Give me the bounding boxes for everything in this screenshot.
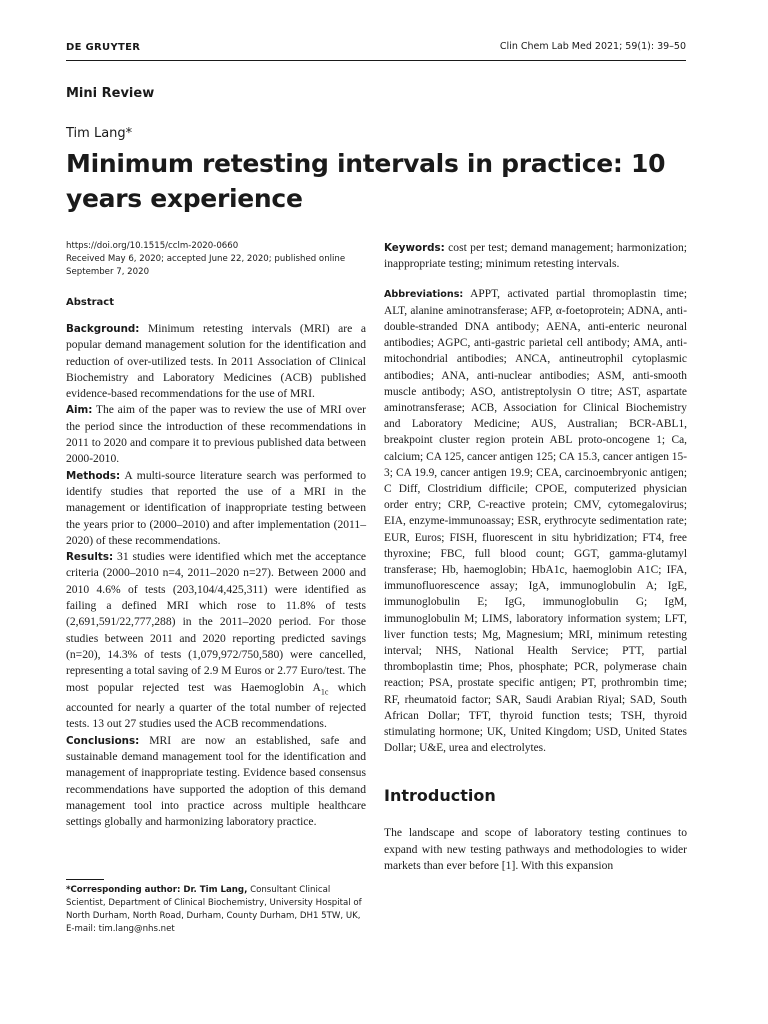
author-name: Tim Lang* (66, 126, 133, 141)
results-text-continued: which accounted for nearly a quarter of the total number of rejected tests. 13 out 27 studies used the ACB recommendations. (66, 680, 366, 731)
introduction-heading: Introduction (384, 786, 496, 806)
methods-label: Methods: (66, 469, 121, 482)
aim-label: Aim: (66, 404, 93, 417)
results-text: 31 studies were identified which met the acceptance criteria (2000–2010 n=4, 2011–2020 n=27). Between 2000 and 2010 4.6% of tests (203,104/4,425,311) were identified as failing a defined MRI which rose to 11.8% of tests (2,691,591/22,777,288) in the 2011–2020 period. For those studies between 2011 and 2020 reporting predicted savings (n=20), 14.3% of tests (1,079,972/750,580) were cancelled, representing a total saving of 2.9 M Euros or 2.77 Euro/test. The most popular rejected test was Haemoglobin A (66, 550, 366, 694)
corresponding-author-footnote (66, 884, 366, 936)
aim-text: The aim of the paper was to review the use of MRI over the period since the introduction of these recommendations in 2011 to 2020 and compare it to previous published data between 2000-2010. (66, 403, 366, 466)
introduction-text: The landscape and scope of laboratory testing continues to expand with new testing pathways and methodologies to wider markets than ever before [1]. With this expansion (384, 826, 687, 873)
abstract-heading: Abstract (66, 297, 115, 308)
conclusions-label: Conclusions: (66, 734, 140, 747)
results-label: Results: (66, 551, 114, 564)
journal-reference: Clin Chem Lab Med 2021; 59(1): 39–50 (499, 41, 686, 52)
abbreviations-text: APPT, activated partial thromoplastin time; ALT, alanine aminotransferase; AFP, α-foetoprotein; ADNA, anti-double-stranded DNA antibody; AENA, anti-enteric neuronal antibodies; AGPC, anti-gastric parietal cell antibody; AMA, anti-mitochondrial antibodies; ANCA, antineutrophil cytoplasmic antibodies; ANA, anti-nuclear antibodies; ASM, anti-smooth muscle antibody; ASO, antistreptolysin O titre; AST, aspartate aminotransferase; ACB, Association for Clinical Biochemistry and Laboratory Medicine; AUS, Australian; BCR-ABL1, breakpoint cluster region protein ABL proto-oncogene 1; Ca, calcium; CA 125, cancer antigen 125; CA 15.3, cancer antigen 15-3; CA 19.9, cancer antigen 19.9; CEA, carcinoembryonic antigen; C Diff, Clostridium difficile; CPOE, computerized physician order entry; CRP, C-reactive protein; CMV, cytomegalovirus; EIA, enzyme-immunoassay; ESR, erythrocyte sedimentation rate; EUR, Euros; FISH, fluorescent in situ hybridization; FT4, free thyroxine; FBC, full blood count; GGT, gamma-glutamyl transferase; Hb, haemoglobin; HbA1c, haemoglobin A1C; IFA, immunofluorescence assay; IgA, immunoglobulin A; IgE, immunoglobulin E; IgG, immunoglobulin G; IgM, immunoglobulin M; LIMS, laboratory information system; LFT, liver function tests; Mg, Magnesium; MRI, minimum retesting interval; NHS, National Health Service; PTT, partial thromboplastin time; Phos, phosphate; PCR, polymerase chain reaction; PSA, prostate specific antigen; PT, prothrombin time; RF, rheumatoid factor; SAR, Saudi Arabian Riyal; SAD, South African Dollar; TFT, thyroid function tests; TSH, thyroid stimulating hormone; UK, United Kingdom; USD, United States Dollar; U&E, urea and electrolytes. (384, 287, 688, 755)
footnote-email[interactable]: E-mail: tim.lang@nhs.net (66, 924, 175, 934)
footnote-divider (66, 879, 104, 880)
methods-text: A multi-source literature search was performed to identify studies that reported the use of a MRI in the management or identification of inappropriate testing between the years prior to (2000–2010) and after implementation (2011–2020) of these recommendations. (66, 468, 366, 547)
article-type-label: Mini Review (66, 86, 155, 101)
left-column (66, 240, 366, 831)
keywords-text: cost per test; demand management; harmonization; inappropriate testing; minimum retesting intervals. (384, 241, 687, 271)
header-divider (66, 60, 686, 61)
publisher-name: DE GRUYTER (66, 42, 141, 53)
background-label: Background: (66, 323, 140, 335)
abstract-background (66, 321, 366, 831)
doi-link[interactable]: https://doi.org/10.1515/cclm-2020-0660 (66, 241, 239, 251)
right-column (384, 240, 687, 874)
results-subscript: 1c (320, 686, 329, 696)
publication-dates: Received May 6, 2020; accepted June 22, 2020; published online September 7, 2020 (66, 254, 346, 277)
footnote-label: *Corresponding author: Dr. Tim Lang, (66, 885, 248, 895)
abbreviations (384, 286, 687, 757)
background-text: Minimum retesting intervals (MRI) are a popular demand management solution for the identification and reduction of over-utilized tests. In 2011 Association of Clinical Biochemistry and Laboratory Medicines (ACB) published evidence-based recommendations for the use of MRI. (66, 322, 366, 401)
footnote-text: Consultant Clinical Scientist, Department of Clinical Biochemistry, University Hospital of North Durham, North Road, Durham, County Durham, DH1 5TW, UK, (66, 885, 362, 921)
article-title: Minimum retesting intervals in practice: 10 years experience (66, 149, 666, 213)
abbreviations-label: Abbreviations: (384, 288, 464, 300)
conclusions-text: MRI are now an established, safe and sustainable demand management tool for the identification and management of inappropriate testing. Evidence based consensus recommendations have supported the adoption of this demand management tool into practice across multiple healthcare settings globally and harmonizing laboratory practice. (66, 733, 366, 829)
keywords-label: Keywords: (384, 242, 445, 254)
keywords (384, 240, 687, 273)
